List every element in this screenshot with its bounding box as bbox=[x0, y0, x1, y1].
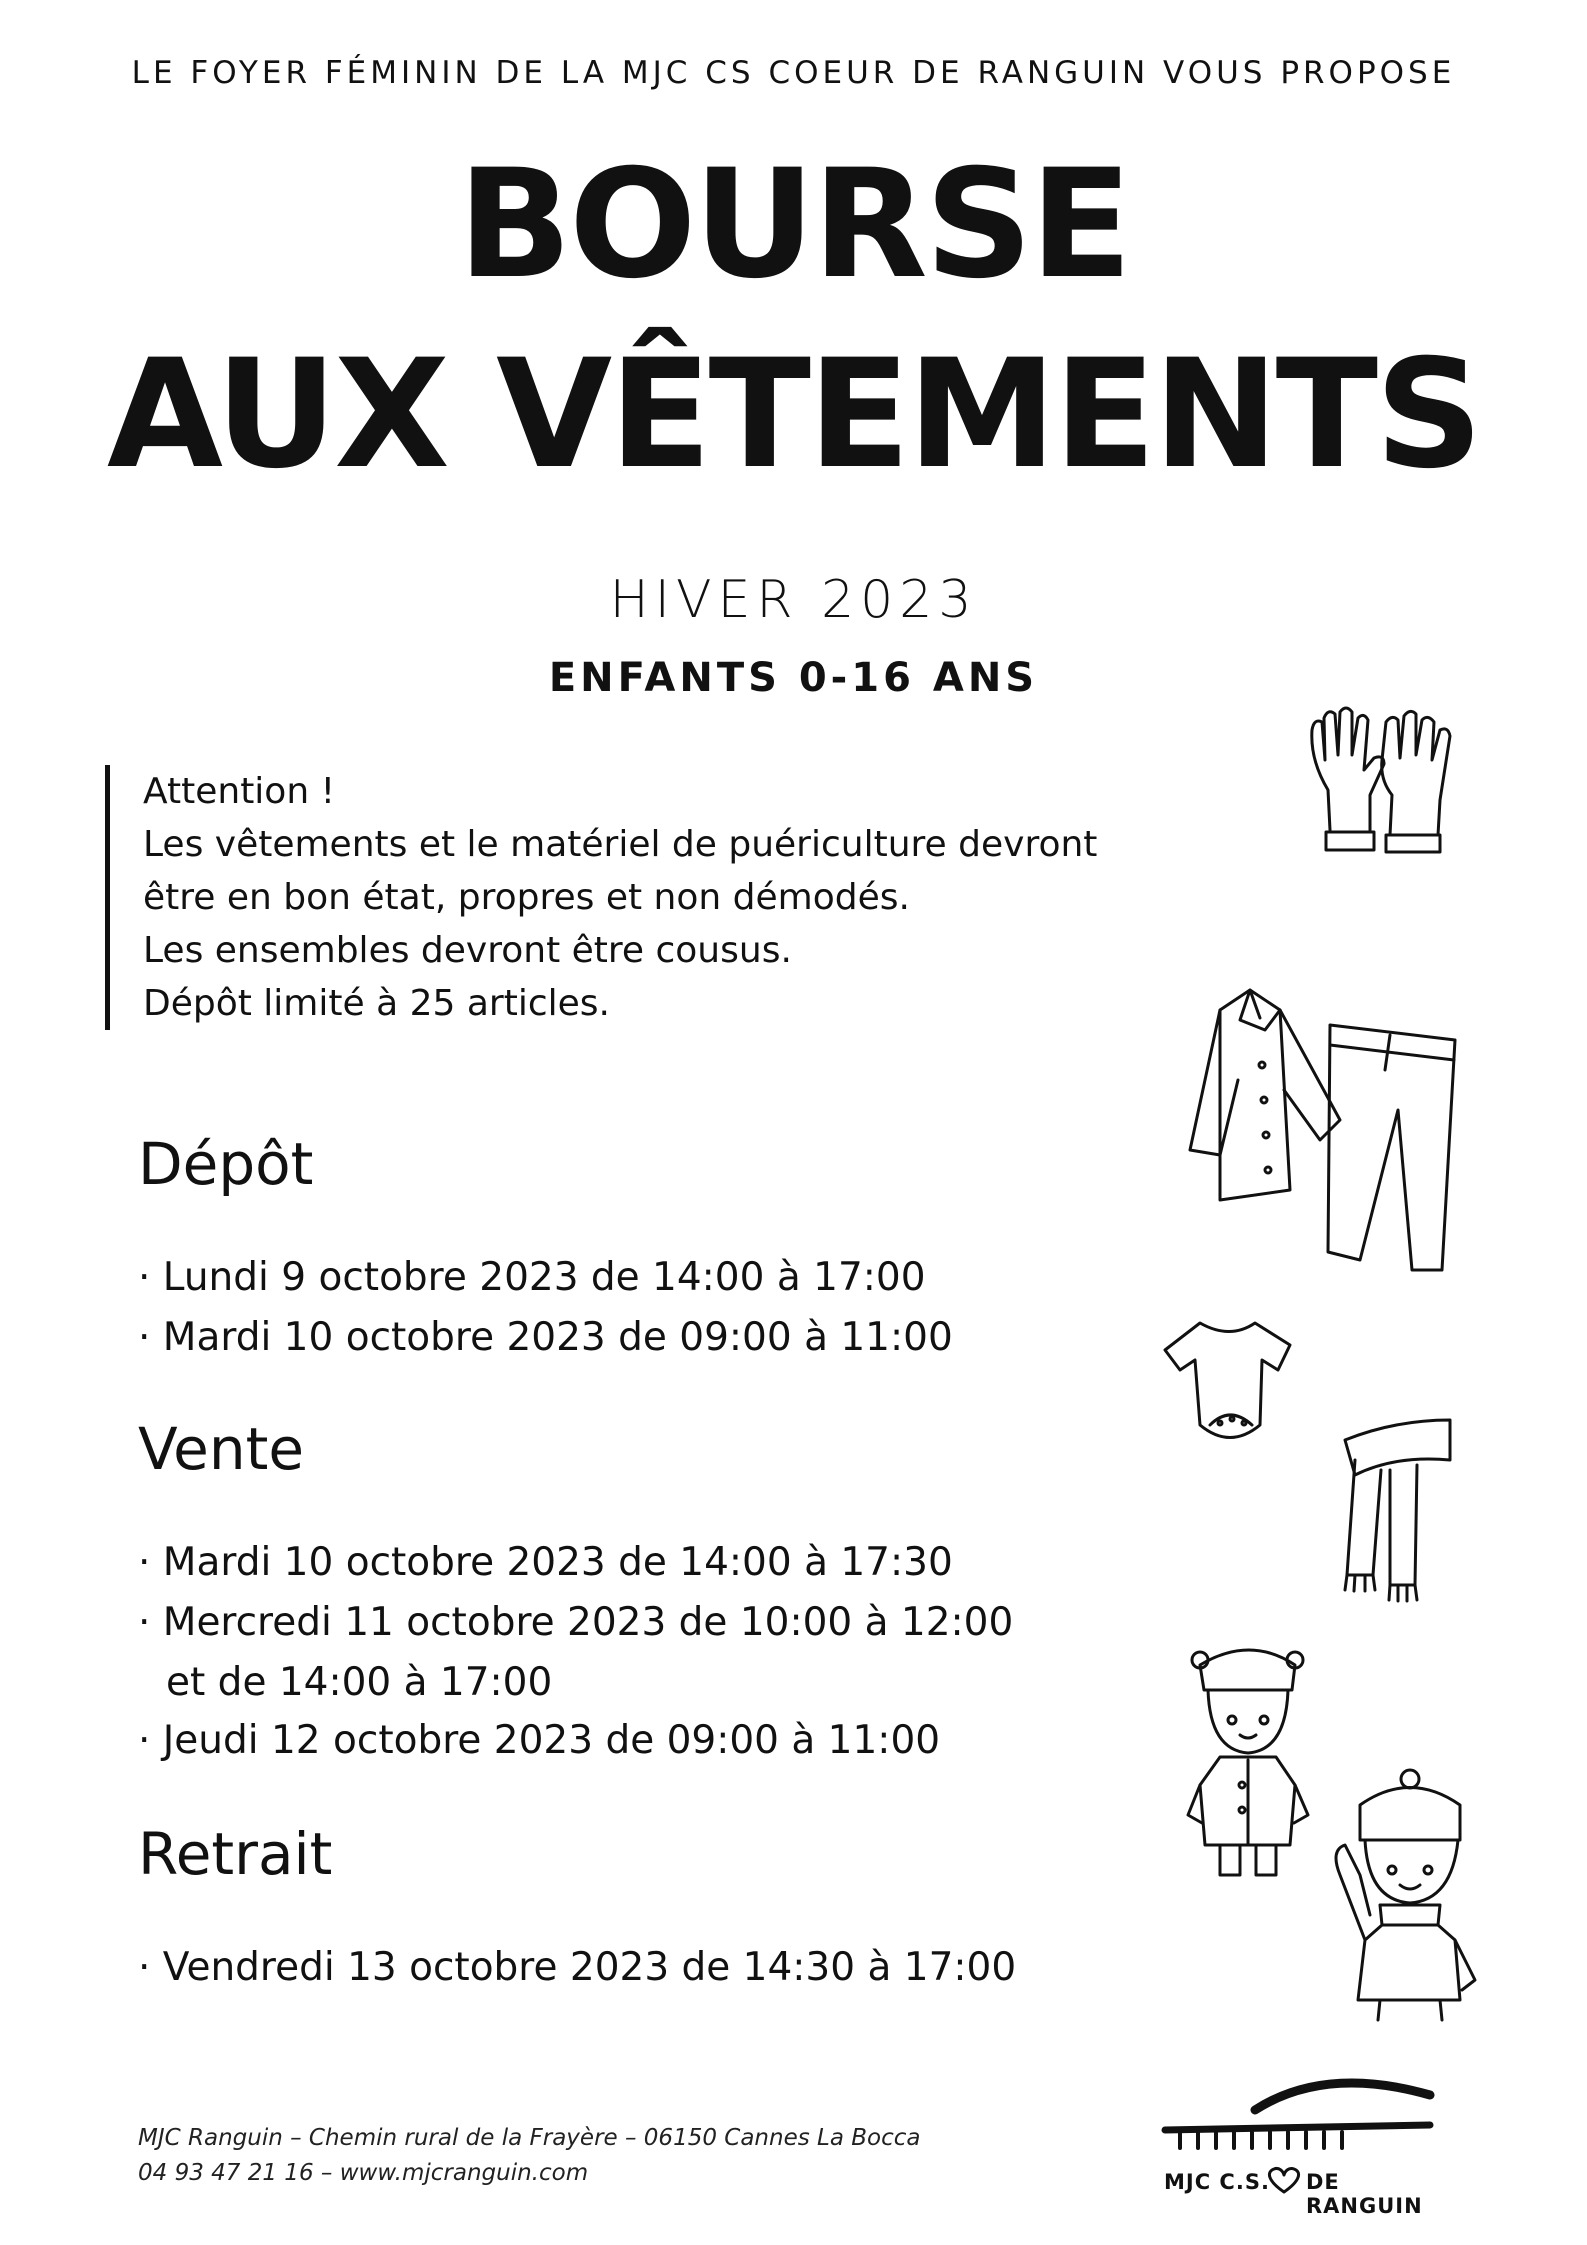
notice-line: Dépôt limité à 25 articles. bbox=[143, 983, 610, 1024]
logo-text-left: MJC C.S. bbox=[1164, 2170, 1270, 2194]
notice-block bbox=[105, 765, 1243, 1030]
heart-icon bbox=[1264, 2166, 1304, 2196]
waving-child-icon bbox=[1320, 1765, 1480, 2025]
vente-line: · Mercredi 11 octobre 2023 de 10:00 à 12:00 bbox=[138, 1600, 1014, 1645]
title-line-2: AUX VÊTEMENTS bbox=[106, 328, 1481, 502]
notice-line: Les vêtements et le matériel de puériculture devront bbox=[143, 824, 1098, 865]
audience-label: ENFANTS 0-16 ANS bbox=[548, 655, 1039, 701]
depot-line: · Mardi 10 octobre 2023 de 09:00 à 11:00 bbox=[138, 1315, 953, 1360]
vente-line: · Jeudi 12 octobre 2023 de 09:00 à 11:00 bbox=[138, 1718, 941, 1763]
title-line-1: BOURSE bbox=[457, 138, 1130, 312]
scarf-icon bbox=[1335, 1415, 1465, 1605]
section-title-vente: Vente bbox=[138, 1415, 305, 1483]
retrait-line: · Vendredi 13 octobre 2023 de 14:30 à 17:00 bbox=[138, 1945, 1017, 1990]
child-in-winter-coat-icon bbox=[1180, 1635, 1320, 1895]
vente-line: · Mardi 10 octobre 2023 de 14:00 à 17:30 bbox=[138, 1540, 953, 1585]
depot-line: · Lundi 9 octobre 2023 de 14:00 à 17:00 bbox=[138, 1255, 926, 1300]
logo-bridge-icon bbox=[1160, 2070, 1460, 2160]
notice-line: Attention ! bbox=[143, 771, 336, 812]
footer-address: MJC Ranguin – Chemin rural de la Frayère – 06150 Cannes La Bocca bbox=[138, 2125, 921, 2151]
mjc-logo bbox=[1160, 2070, 1460, 2218]
section-title-depot: Dépôt bbox=[138, 1130, 314, 1198]
footer-contact: 04 93 47 21 16 – www.mjcranguin.com bbox=[138, 2160, 589, 2186]
logo-text-right: DE RANGUIN bbox=[1306, 2170, 1423, 2218]
notice-line: Les ensembles devront être cousus. bbox=[143, 930, 792, 971]
section-title-retrait: Retrait bbox=[138, 1820, 333, 1888]
vente-line: et de 14:00 à 17:00 bbox=[166, 1660, 553, 1705]
notice-line: être en bon état, propres et non démodés. bbox=[143, 877, 910, 918]
pajamas-icon bbox=[1180, 970, 1490, 1280]
season-label: HIVER 2023 bbox=[609, 570, 978, 630]
intro-line: LE FOYER FÉMININ DE LA MJC CS COEUR DE RANGUIN VOUS PROPOSE bbox=[131, 55, 1456, 91]
gloves-icon bbox=[1300, 700, 1470, 860]
baby-bodysuit-icon bbox=[1160, 1315, 1300, 1455]
